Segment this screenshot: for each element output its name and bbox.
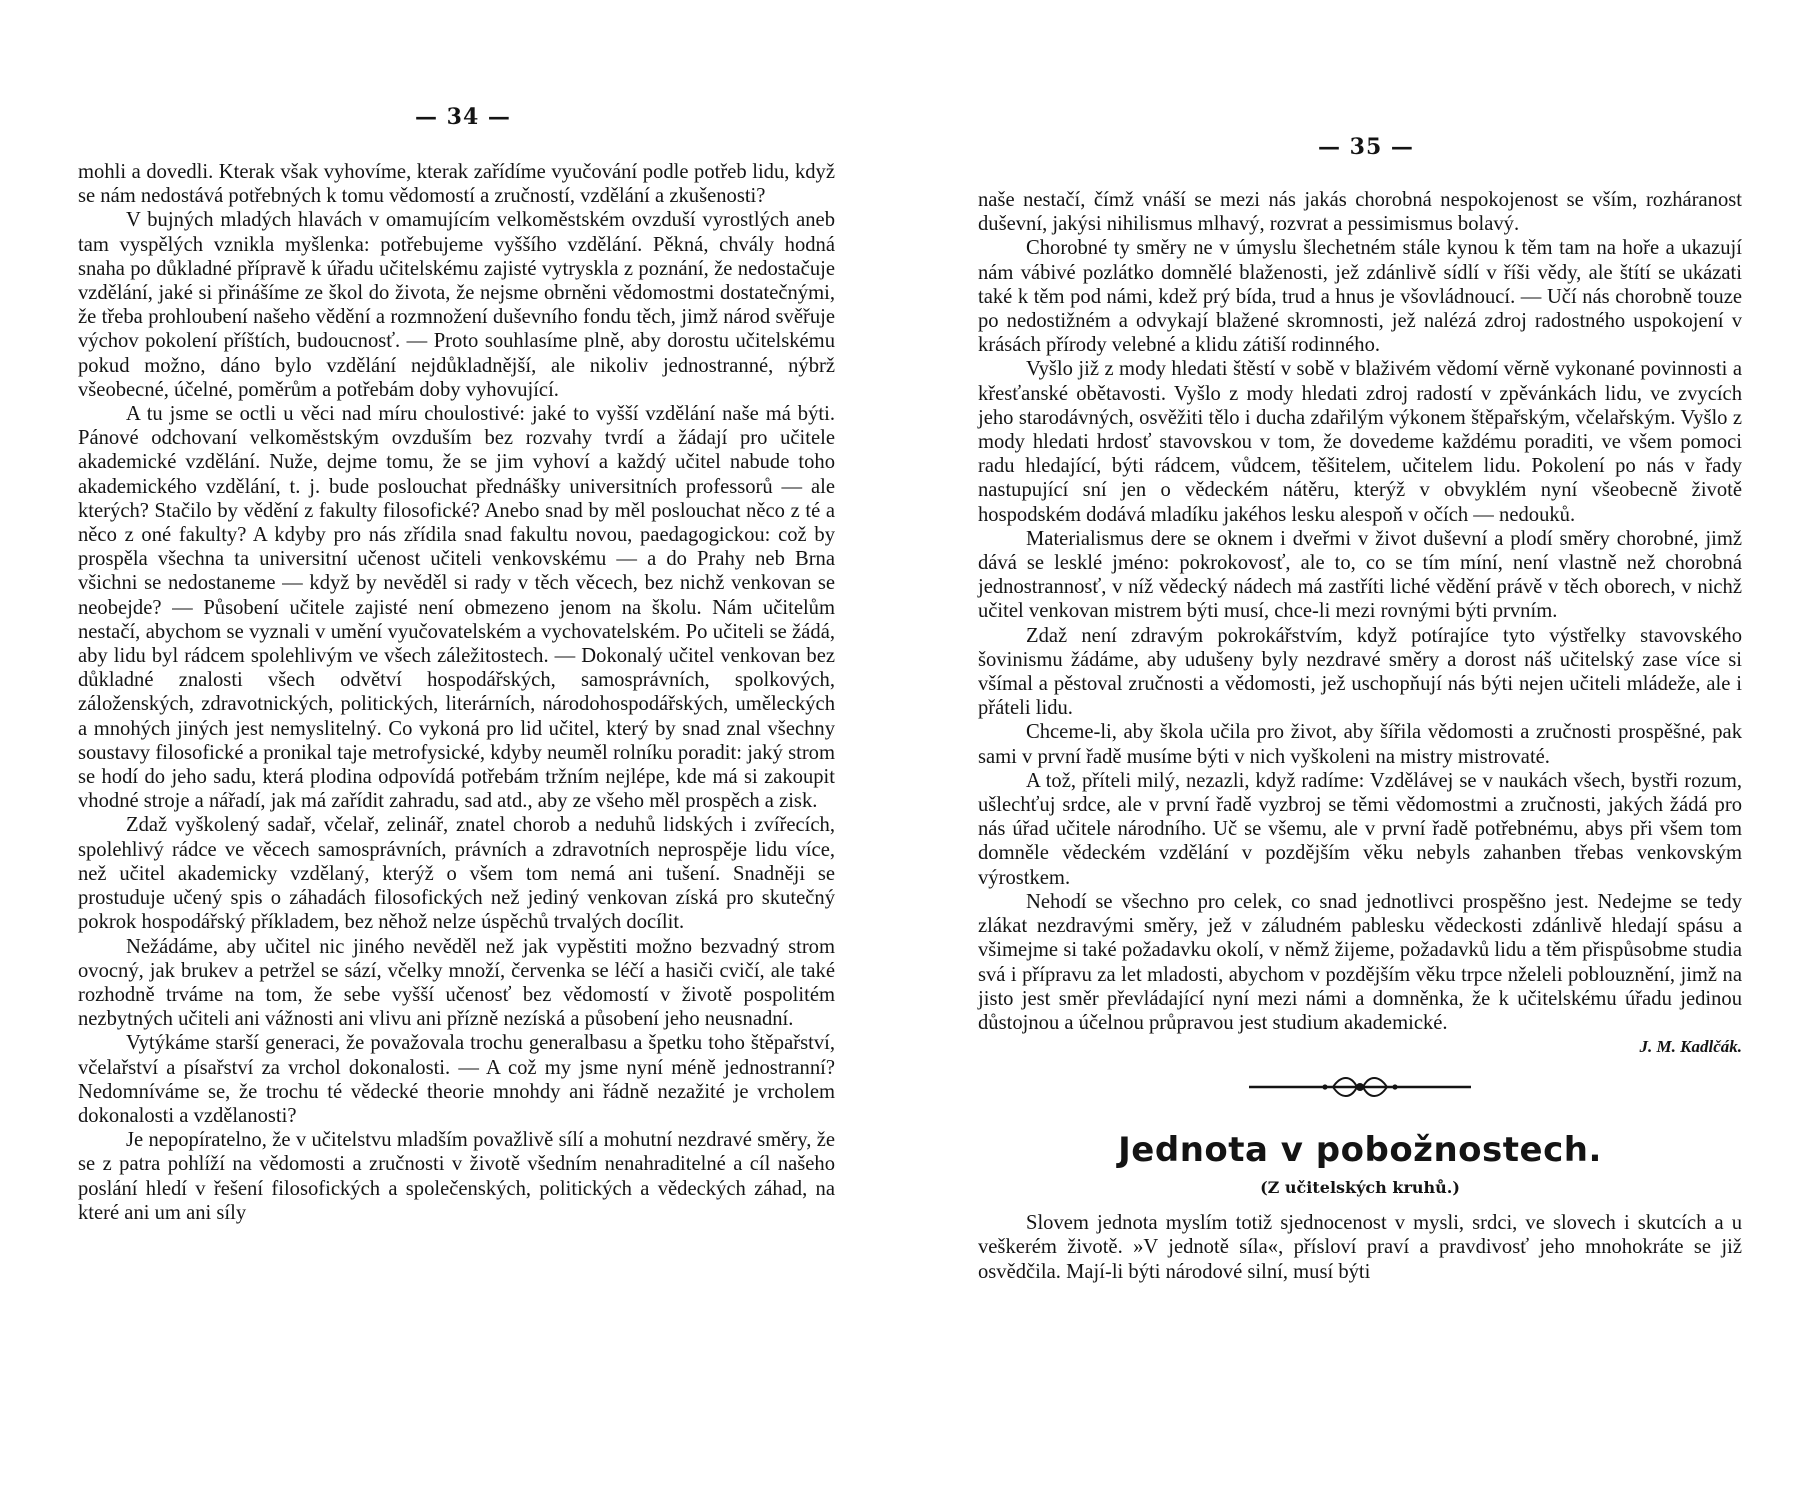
author-signature: J. M. Kadlčák. <box>1639 1037 1742 1057</box>
paragraph: Zdaž není zdravým pokrokářstvím, když potírajíce tyto výstřelky stavovského šovinismu žádáme, aby udušeny byly nezdravé směry a dorost náš učitelský zase více si všímal a pěstoval zručnosti a vědomosti, jež uschopňují nás býti nejen učiteli mládeže, ale i přáteli lidu. <box>978 624 1742 720</box>
paragraph: naše nestačí, čímž vnáší se mezi nás jakás chorobná nespokojenost se vším, rozháranost duševní, jakýsi nihilismus mlhavý, rozvrat a pessimismus bolavý. <box>978 189 1742 236</box>
article-subtitle: (Z učitelských kruhů.) <box>1260 1178 1460 1198</box>
paragraph: Nežádáme, aby učitel nic jiného nevěděl než jak vypěstiti možno bezvadný strom ovocný, jak brukev a petržel se sází, včelky množí, červenka se léčí a hasiči cvičí, ale také rozhodně trváme na tom, že sebe vyšší učenosť bez vědomostí v životě pospolitém nezbytných učiteli ani vážnosti ani vlivu ani přízně nezíská a působení jeho neusnadní. <box>78 935 835 1031</box>
paragraph: V bujných mladých hlavách v omamujícím velkoměstském ovzduší vyrostlých aneb tam vyspělých vznikla myšlenka: potřebujeme vyššího vzdělání. Pěkná, chvály hodná snaha po důkladné přípravě k úřadu učitelskému zajisté vytryskla z poznání, že nedostačuje vzdělání, jaké si přinášíme ze škol do života, že nejsme obrněni vědomostmi dostatečnými, že třeba prohloubení našeho vědění a rozmnožení duševního fondu těch, jimž národ svěřuje výchov pokolení příštích, budoucnosť. — Proto souhlasíme plně, aby dorostu učitelskému pokud možno, dáno bylo vzdělání nejdůkladnější, ale nikoliv jednostranné, nýbrž všeobecné, účelné, poměrům a potřebám doby vyhovující. <box>78 209 835 401</box>
paragraph: A tož, příteli milý, nezazli, když radíme: Vzdělávej se v naukách všech, bystři rozum, ušlechťuj srdce, ale v první řadě vyzbroj se těmi vědomostmi a zručnosti, jakých žádá pro nás úřad učitele národního. Uč se všemu, ale v první řadě potřebnému, abys při všem tom domněle vědeckém vzdělání v pozdějším věku nebyls zahanben třebas venkovským výrostkem. <box>978 769 1742 889</box>
page-number-left: — 34 — <box>415 104 511 130</box>
paragraph: Slovem jednota myslím totiž sjednocenost v mysli, srdci, ve slovech i skutcích a u veškerém životě. »V jednotě síla«, přísloví praví a pravdivosť jeho mnohokráte se již osvědčila. Mají-li býti národové silní, musí býti <box>978 1212 1742 1283</box>
paragraph: A tu jsme se octli u věci nad míru choulostivé: jaké to vyšší vzdělání naše má býti. Pánové odchovaní velkoměstským ovzduším bez rozvahy tvrdí a žádají pro učitele akademické vzdělání. Nuže, dejme tomu, že se jim vyhoví a každý učitel nabude toho akademického vzdělání, t. j. bude poslouchat přednášky universitních professorů — ale kterých? Stačilo by vědění z fakulty filosofické? Anebo snad by měl poslouchat něco z té a něco z oné fakulty? A kdyby pro nás zřídila snad fakultu novou, paedagogickou: což by prospěla všechna ta universitní učenost učiteli venkovskému — a do Prahy neb Brna všichni se nedostaneme — když by nevěděl si rady v těch věcech, bez nichž venkovan se neobejde? — Působení učitele zajisté není obmezeno jenom na školu. Nám učitelům nestačí, abychom se vyznali v umění vyučovatelském a vychovatelském. Po učiteli se žádá, aby lidu byl rádcem spolehlivým ve všech záležitostech. — Dokonalý učitel venkovan bez důkladné znalosti všech odvětví hospodářských, samosprávních, spolkových, záloženských, zdravotnických, politických, literárních, národohospodářských, uměleckých a mnohých jiných jest nemyslitelný. Co vykoná pro lid učitel, který by snad znal všechny soustavy filosofické a pronikal taje metrofysické, kdyby neuměl rolníku poradit: jaký strom se hodí do jeho sadu, která plodina odpovídá potřebám tržním nejlépe, kde má si zakoupit vhodné stroje a nářadí, jak má zařídit zahradu, sad atd., aby ze všeho měl prospěch a zisk. <box>78 403 835 813</box>
right-page-text <box>978 188 1742 1284</box>
paragraph: Je nepopíratelno, že v učitelstvu mladším považlivě sílí a mohutní nezdravé směry, že se z patra pohlíží na vědomosti a zručnosti v životě všedním nenahraditelné a cíl našeho poslání hledí v řešení filosofických a společenských, politických a vědeckých záhad, na které ani um ani síly <box>78 1129 835 1224</box>
paragraph: Zdaž vyškolený sadař, včelař, zelinář, znatel chorob a neduhů lidských i zvířecích, spolehlivý rádce ve věcech samosprávních, právních a zdravotních neprospěje lidu více, než učitel akademicky vzdělaný, kterýž o všem tom nemá ani tušení. Snadněji se prostuduje učený spis o záhadách filosofických než jediný venkovan získá pro skutečný pokrok hospodářský příkladem, bez něhož nelze úspěchů trvalých docílit. <box>78 814 835 934</box>
right-page <box>900 0 1800 1500</box>
left-page-text <box>78 160 835 1225</box>
page-number-right: — 35 — <box>1318 134 1414 160</box>
paragraph: Chorobné ty směry ne v úmyslu šlechetném stále kynou k těm tam na hoře a ukazují nám vábivé pozlátko domnělé blaženosti, jež zdánlivě sídlí v říši vědy, ale štítí se ukázati také k těm pod námi, kdež prý bída, trud a hnus je všovládnoucí. — Učí nás chorobně touze po nedostižném a odvykají blažené skromnosti, jež nalézá zdroj radostného uspokojení v krásách přírody velebné a klidu zátiší rodinného. <box>978 237 1742 357</box>
ornament-divider-icon <box>1245 1073 1475 1101</box>
article-title: Jednota v pobožnostech. <box>1118 1130 1602 1171</box>
paragraph: Chceme-li, aby škola učila pro život, aby šířila vědomosti a zručnosti prospěšné, pak sami v první řadě musíme býti v nich vyškoleni na mistry mistrovaté. <box>978 721 1742 768</box>
paragraph: Materialismus dere se oknem i dveřmi v život duševní a plodí směry chorobné, jimž dává se lesklé jméno: pokrokovosť, ale to, co se tím míní, není vlastně než chorobná jednostrannosť, v níž vědecký nádech má zastříti liché vědění právě v těch oborech, v nichž učitel venkovan mistrem býti musí, chce-li mezi rovnými býti prvním. <box>978 527 1742 623</box>
paragraph: Vyšlo již z mody hledati štěstí v sobě v blaživém vědomí věrně vykonané povinnosti a křesťanské obětavosti. Vyšlo z mody hledati zdroj radostí v zpěvánkách lidu, ve zvycích jeho starodávných, osvěžiti tělo i ducha zdařilým výkonem štěpařským, včelařským. Vyšlo z mody hledati hrdosť stavovskou v tom, že dovedeme každému poraditi, ve všem pomoci radu hledající, býti rádcem, vůdcem, těšitelem, učitelem lidu. Pokolení po nás v řady nastupující sní jen o vědeckém nátěru, kterýž v obvyklém nyní všeobecně životě hospodském dodává mladíku jakéhos lesku alespoň v očích — nedouků. <box>978 358 1742 526</box>
paragraph: Vytýkáme starší generaci, že považovala trochu generalbasu a špetku toho štěpařství, včelařství a písařství za vrchol dokonalosti. — A což my jsme nyní méně jednostranní? Nedomníváme se, že trochu té vědecké theorie mnohdy ani řádně nezažité je vrcholem dokonalosti a vzdělanosti? <box>78 1032 835 1127</box>
paragraph: mohli a dovedli. Kterak však vyhovíme, kterak zařídíme vyučování podle potřeb lidu, když se nám nedostává potřebných k tomu vědomostí a zručností, vzdělání a zkušenosti? <box>78 161 835 208</box>
paragraph: Nehodí se všechno pro celek, co snad jednotlivci prospěšno jest. Nedejme se tedy zlákat nezdravými směry, jež v záludném pablesku vědeckosti zdánlivě hledají spásu a všimejme si také požadavku okolí, v němž žijeme, požadavků lidu a těm přispůsobme studia svá i přípravu za let mladosti, abychom v pozdějším věku trpce nželeli poblouznění, jimž na jisto jest směr převládající nyní mezi námi a domněnka, že k učitelskému úřadu jedinou důstojnou a účelnou průpravou jest studium akademické. <box>978 890 1742 1034</box>
